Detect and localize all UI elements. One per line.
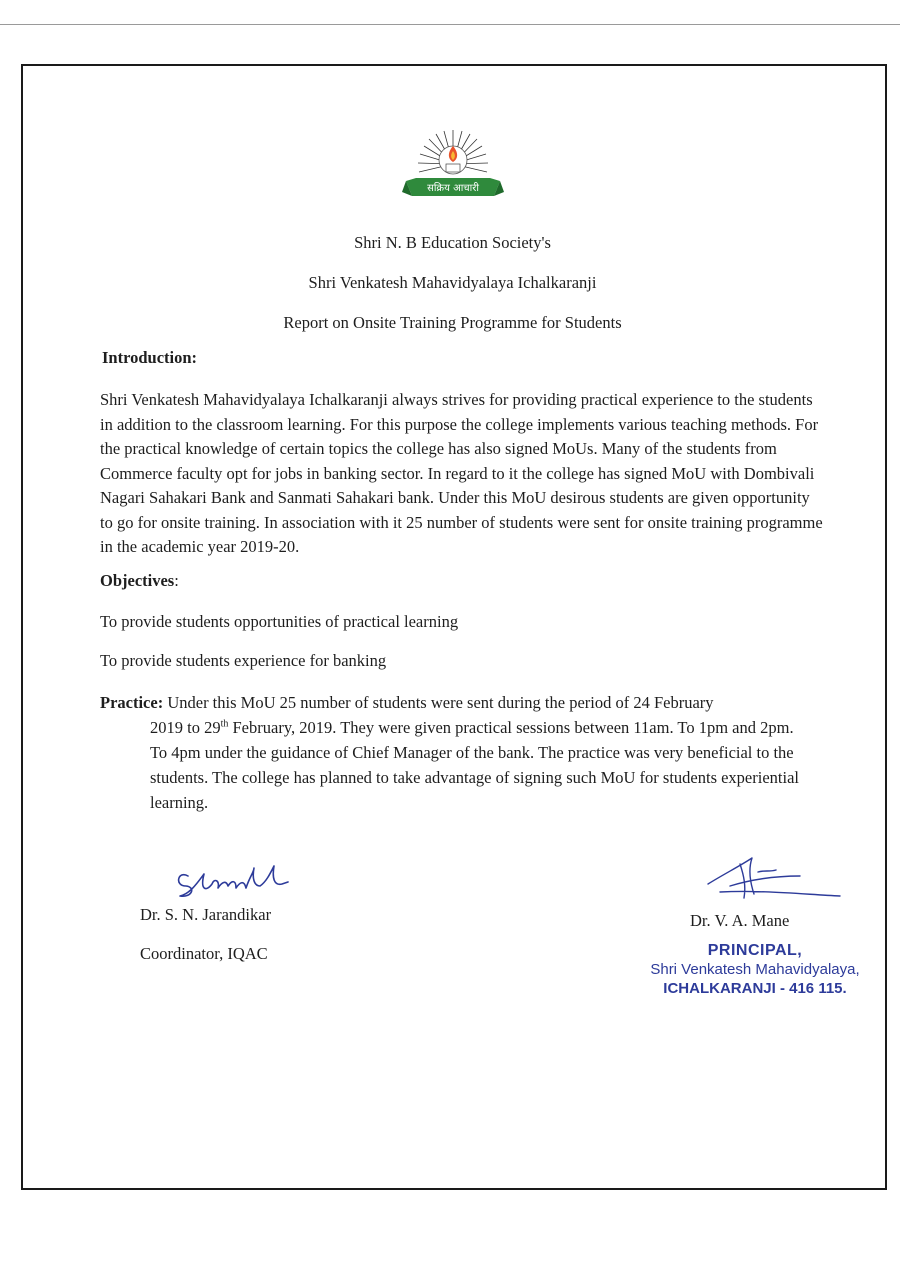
introduction-heading: Introduction: [102, 348, 198, 367]
practice-superscript: th [220, 718, 229, 730]
introduction-paragraph: Shri Venkatesh Mahavidyalaya Ichalkaranji always strives for providing practical experience to the students in addition to the classroom learning. For this purpose the college implements various teaching methods. For the practical knowledge of certain topics the college has also signed MoUs. Many of the students from Commerce faculty opt for jobs in banking sector. In regard to it the college has signed MoU with Dombivali Nagari Sahakari Bank and Sanmati Sahakari bank. Under this MoU desirous students are given opportunity to go for onsite training. In association with it 25 number of students were sent for onsite training programme in the academic year 2019-20. [100, 390, 823, 556]
objective-item: To provide students experience for banking [100, 651, 387, 670]
society-name: Shri N. B Education Society's [354, 233, 551, 252]
practice-section [100, 690, 812, 815]
stamp-institution: Shri Venkatesh Mahavidyalaya, [650, 961, 860, 978]
principal-stamp [630, 941, 880, 998]
stamp-address: ICHALKARANJI - 416 115. [663, 980, 847, 997]
principal-name: Dr. V. A. Mane [690, 911, 790, 930]
signature-mane [700, 850, 845, 910]
objectives-heading-label: Objectives [100, 571, 175, 590]
objective-item: To provide students opportunities of practical learning [100, 612, 459, 631]
practice-label: Practice: [100, 693, 164, 712]
college-emblem-icon [400, 126, 506, 206]
practice-first-line [100, 690, 812, 715]
practice-line2a: 2019 to 29 [150, 718, 221, 737]
coordinator-role: Coordinator, IQAC [140, 944, 268, 963]
stamp-title: PRINCIPAL, [707, 942, 803, 959]
practice-line2b: February, 2019. They were given practical sessions between 11am. To 1pm and 2pm. To 4pm under the guidance of Chief Manager of the bank. The practice was very beneficial to the students. The college has planned to take advantage of signing such MoU for students experiential learning. [150, 718, 799, 812]
objectives-heading [100, 571, 179, 591]
signature-jarandikar [170, 860, 300, 904]
practice-line1: Under this MoU 25 number of students were sent during the period of 24 February [163, 693, 714, 712]
top-rule [0, 24, 900, 25]
coordinator-name: Dr. S. N. Jarandikar [140, 905, 272, 924]
practice-continuation [100, 715, 812, 815]
svg-text:सक्रिय आचारी: सक्रिय आचारी [427, 183, 479, 194]
objectives-heading-colon: : [174, 571, 179, 590]
college-name: Shri Venkatesh Mahavidyalaya Ichalkaranji [308, 273, 597, 292]
report-title: Report on Onsite Training Programme for Students [283, 313, 622, 332]
